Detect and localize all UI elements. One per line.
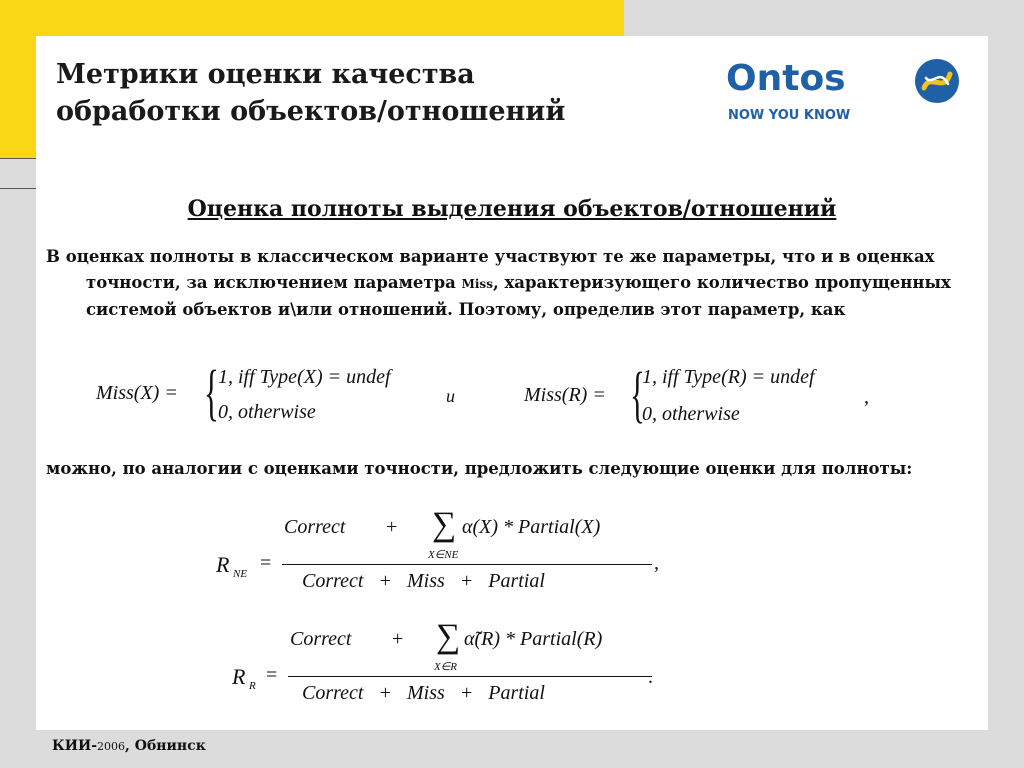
fraction-line <box>282 564 652 565</box>
logo-tagline: NOW YOU KNOW <box>728 108 851 123</box>
formula-lhs-sub: R <box>249 680 256 692</box>
footer: КИИ-2006, Обнинск <box>52 738 206 754</box>
sum-sign: ∑ <box>432 506 457 543</box>
divider-line <box>0 158 36 159</box>
section-subtitle: Оценка полноты выделения объектов/отношений <box>187 196 837 222</box>
miss-parameter: Miss <box>461 277 493 291</box>
formula-lhs: R <box>232 664 246 689</box>
slide-title: Метрики оценки качества обработки объектов/отношений <box>56 59 566 127</box>
conjunction: и <box>446 386 455 406</box>
numerator-correct: Correct <box>290 628 352 650</box>
slide <box>36 36 988 730</box>
ontos-swirl-icon <box>914 58 960 104</box>
brace: { <box>630 361 645 429</box>
formula-case: 0, otherwise <box>642 403 740 425</box>
formula-case: 1, iff Type(R) = undef <box>642 366 815 388</box>
formula-eq: = <box>266 664 278 686</box>
formula-lhs: Miss(R) = <box>524 384 606 406</box>
formula-eq: = <box>260 552 272 574</box>
paragraph-intro: В оценках полноты в классическом варианте участвуют те же параметры, что и в оценках точности, за исключением параметра Miss, характеризующего количество пропущенных системой объектов и\или отношений. Поэтому, определив этот параметр, как <box>46 247 951 319</box>
logo-word: Ontos <box>726 58 846 99</box>
divider-line <box>0 188 36 189</box>
numerator-plus: + <box>392 628 404 650</box>
numerator-term: α(X) * Partial(X) <box>462 516 601 538</box>
numerator-plus: + <box>386 516 398 538</box>
formula-case: 0, otherwise <box>218 401 316 423</box>
formula-lhs: Miss(X) = <box>96 382 178 404</box>
sum-sign: ∑ <box>436 618 461 655</box>
fraction-line <box>288 676 652 677</box>
denominator: Correct + Miss + Partial <box>302 570 545 592</box>
formula-trail: . <box>648 666 653 688</box>
formula-lhs: R <box>216 552 230 577</box>
formula-lhs-sub: NE <box>233 568 248 580</box>
numerator-term: α̃(R) * Partial(R) <box>464 628 603 650</box>
sum-subscript: X∈R <box>434 661 458 673</box>
denominator: Correct + Miss + Partial <box>302 682 545 704</box>
ontos-logo <box>726 58 966 128</box>
formula-case: 1, iff Type(X) = undef <box>218 366 391 388</box>
sum-subscript: X∈NE <box>428 549 459 561</box>
formula-trail: , <box>654 552 659 574</box>
numerator-correct: Correct <box>284 516 346 538</box>
paragraph-conclusion: можно, по аналогии с оценками точности, предложить следующие оценки для полноты: <box>46 459 913 478</box>
brace: { <box>204 359 219 427</box>
formula-trail: , <box>864 386 869 408</box>
